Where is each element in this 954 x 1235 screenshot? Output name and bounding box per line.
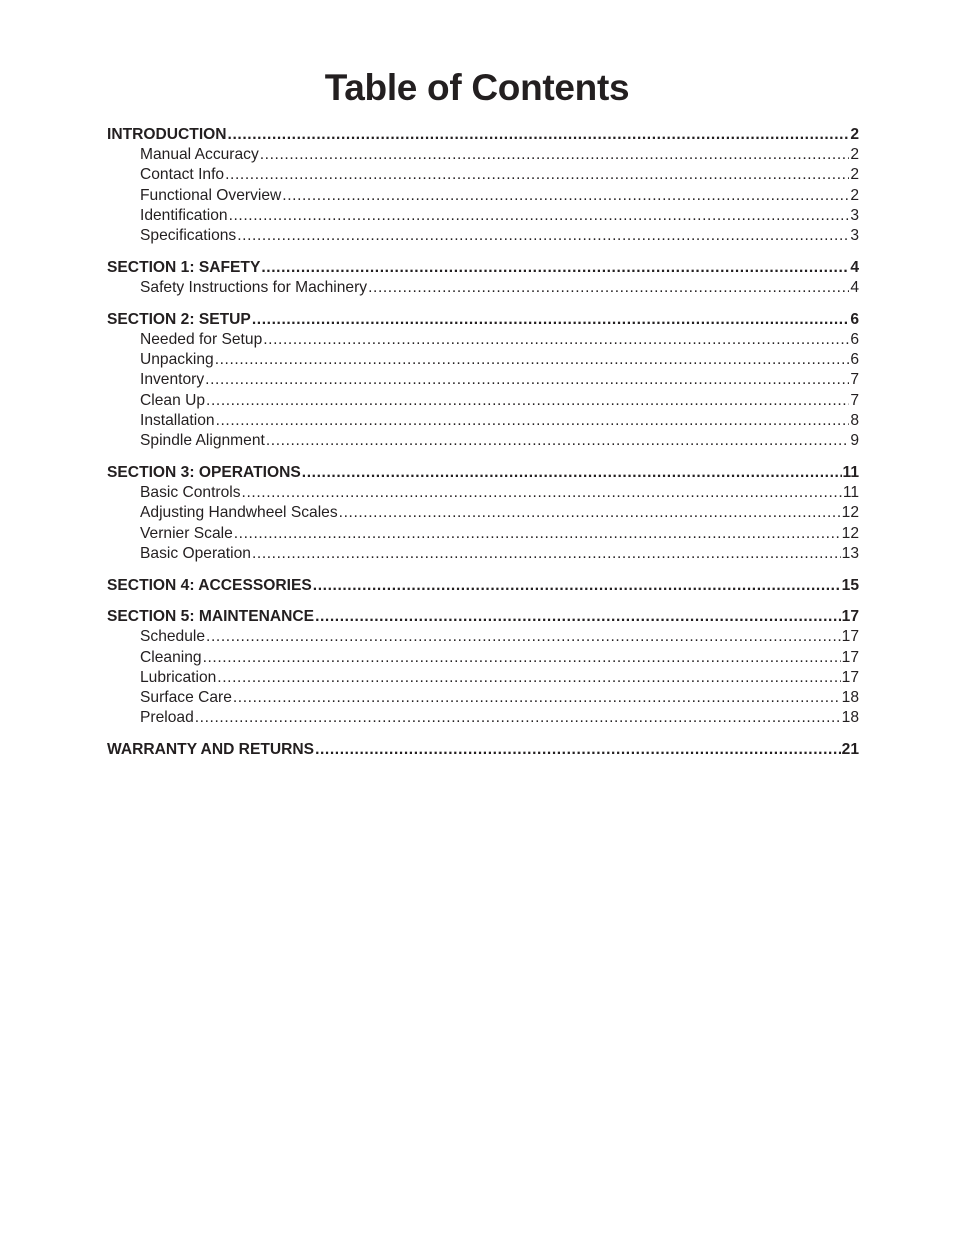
dot-leader xyxy=(261,257,849,278)
dot-leader xyxy=(229,206,850,226)
dot-leader xyxy=(225,165,849,185)
toc-section-title: SECTION 3: OPERATIONS xyxy=(107,464,301,482)
toc-section-title: SECTION 4: ACCESSORIES xyxy=(107,576,312,594)
toc-entry-title: Needed for Setup xyxy=(140,330,263,348)
toc-section-title: INTRODUCTION xyxy=(107,126,227,143)
toc-entry[interactable] xyxy=(107,330,859,350)
dot-leader xyxy=(302,462,842,483)
dot-leader xyxy=(205,370,849,390)
toc-section xyxy=(107,606,859,728)
toc-section xyxy=(107,309,859,452)
toc-entry[interactable] xyxy=(107,145,859,165)
toc-page-number: 17 xyxy=(841,668,859,686)
dot-leader xyxy=(242,483,842,503)
toc-entry-title: Functional Overview xyxy=(140,186,282,204)
toc-section-entry[interactable] xyxy=(107,462,859,483)
toc-entry-title: Specifications xyxy=(140,227,237,245)
dot-leader xyxy=(339,503,841,523)
toc-entry[interactable] xyxy=(107,278,859,298)
toc-section-entry[interactable] xyxy=(107,124,859,145)
dot-leader xyxy=(215,350,850,370)
toc-page-number: 6 xyxy=(850,351,859,369)
toc-page-number: 8 xyxy=(850,411,859,429)
dot-leader xyxy=(315,739,841,760)
toc-entry[interactable] xyxy=(107,226,859,246)
toc-section xyxy=(107,257,859,298)
toc-entry-title: Vernier Scale xyxy=(140,524,233,542)
toc-page-number: 2 xyxy=(850,186,859,204)
toc-page-number: 2 xyxy=(850,146,859,163)
dot-leader xyxy=(217,668,840,688)
toc-entry[interactable] xyxy=(107,165,859,185)
toc-entry[interactable] xyxy=(107,544,859,564)
dot-leader xyxy=(234,524,841,544)
dot-leader xyxy=(313,575,841,596)
toc-page-number: 13 xyxy=(841,544,859,562)
toc-page-number: 7 xyxy=(850,371,859,389)
dot-leader xyxy=(228,124,850,145)
toc-section-title: SECTION 2: SETUP xyxy=(107,310,251,328)
toc-page-number: 9 xyxy=(850,432,859,450)
table-of-contents xyxy=(107,124,859,771)
dot-leader xyxy=(252,544,841,564)
toc-entry-title: Safety Instructions for Machinery xyxy=(140,278,368,296)
dot-leader xyxy=(233,688,841,708)
toc-section xyxy=(107,575,859,596)
toc-entry[interactable] xyxy=(107,503,859,523)
toc-entry[interactable] xyxy=(107,391,859,411)
toc-page-number: 21 xyxy=(841,741,859,759)
toc-page-number: 3 xyxy=(850,227,859,245)
toc-entry[interactable] xyxy=(107,483,859,503)
toc-entry-title: Contact Info xyxy=(140,166,225,184)
toc-entry[interactable] xyxy=(107,688,859,708)
toc-entry-title: Schedule xyxy=(140,628,206,646)
dot-leader xyxy=(237,226,849,246)
toc-entry-title: Lubrication xyxy=(140,668,217,686)
dot-leader xyxy=(203,648,841,668)
toc-page-number: 12 xyxy=(841,504,859,522)
toc-page-number: 3 xyxy=(850,206,859,224)
toc-page-number: 11 xyxy=(842,484,859,502)
toc-section-entry[interactable] xyxy=(107,309,859,330)
toc-page-number: 18 xyxy=(841,709,859,727)
toc-entry[interactable] xyxy=(107,648,859,668)
toc-page-number: 17 xyxy=(841,628,859,646)
toc-entry-title: Unpacking xyxy=(140,351,214,369)
toc-page-number: 7 xyxy=(850,391,859,409)
toc-entry[interactable] xyxy=(107,524,859,544)
toc-entry[interactable] xyxy=(107,411,859,431)
toc-page-number: 17 xyxy=(841,648,859,666)
toc-entry[interactable] xyxy=(107,206,859,226)
toc-entry[interactable] xyxy=(107,431,859,451)
toc-page-number: 11 xyxy=(842,464,859,482)
toc-page-number: 17 xyxy=(841,608,859,626)
toc-entry-title: Spindle Alignment xyxy=(140,432,265,450)
toc-page-number: 2 xyxy=(850,126,859,143)
toc-page-number: 6 xyxy=(850,310,859,328)
dot-leader xyxy=(216,411,850,431)
toc-entry[interactable] xyxy=(107,627,859,647)
toc-page-number: 12 xyxy=(841,524,859,542)
toc-section-entry[interactable] xyxy=(107,606,859,627)
dot-leader xyxy=(282,186,849,206)
toc-entry-title: Basic Operation xyxy=(140,544,251,562)
toc-page-number: 4 xyxy=(850,258,859,276)
toc-section xyxy=(107,462,859,564)
toc-entry-title: Identification xyxy=(140,206,228,224)
toc-entry[interactable] xyxy=(107,186,859,206)
toc-page-number: 6 xyxy=(850,330,859,348)
toc-page-number: 18 xyxy=(841,689,859,707)
toc-entry-title: Preload xyxy=(140,709,194,727)
toc-entry-title: Manual Accuracy xyxy=(140,146,259,163)
toc-section-entry[interactable] xyxy=(107,257,859,278)
page-title: Table of Contents xyxy=(324,67,630,108)
toc-entry-title: Adjusting Handwheel Scales xyxy=(140,504,338,522)
toc-entry[interactable] xyxy=(107,350,859,370)
toc-section-title: WARRANTY AND RETURNS xyxy=(107,741,315,759)
toc-section-title: SECTION 5: MAINTENANCE xyxy=(107,608,315,626)
toc-entry[interactable] xyxy=(107,370,859,390)
dot-leader xyxy=(206,627,841,647)
dot-leader xyxy=(260,145,850,165)
dot-leader xyxy=(368,278,849,298)
toc-page-number: 15 xyxy=(841,576,859,594)
dot-leader xyxy=(315,606,841,627)
toc-section xyxy=(107,739,859,760)
toc-entry-title: Cleaning xyxy=(140,648,202,666)
dot-leader xyxy=(195,708,841,728)
toc-entry-title: Basic Controls xyxy=(140,484,241,502)
dot-leader xyxy=(263,330,849,350)
toc-entry[interactable] xyxy=(107,708,859,728)
toc-page-number: 2 xyxy=(850,166,859,184)
dot-leader xyxy=(206,391,849,411)
toc-entry[interactable] xyxy=(107,668,859,688)
dot-leader xyxy=(252,309,849,330)
toc-section xyxy=(107,124,859,246)
toc-section-title: SECTION 1: SAFETY xyxy=(107,258,261,276)
toc-entry-title: Surface Care xyxy=(140,689,232,707)
toc-entry-title: Inventory xyxy=(140,371,205,389)
toc-page-number: 4 xyxy=(850,278,859,296)
dot-leader xyxy=(266,431,849,451)
toc-entry-title: Clean Up xyxy=(140,391,206,409)
toc-entry-title: Installation xyxy=(140,411,215,429)
toc-section-entry[interactable] xyxy=(107,575,859,596)
toc-section-entry[interactable] xyxy=(107,739,859,760)
